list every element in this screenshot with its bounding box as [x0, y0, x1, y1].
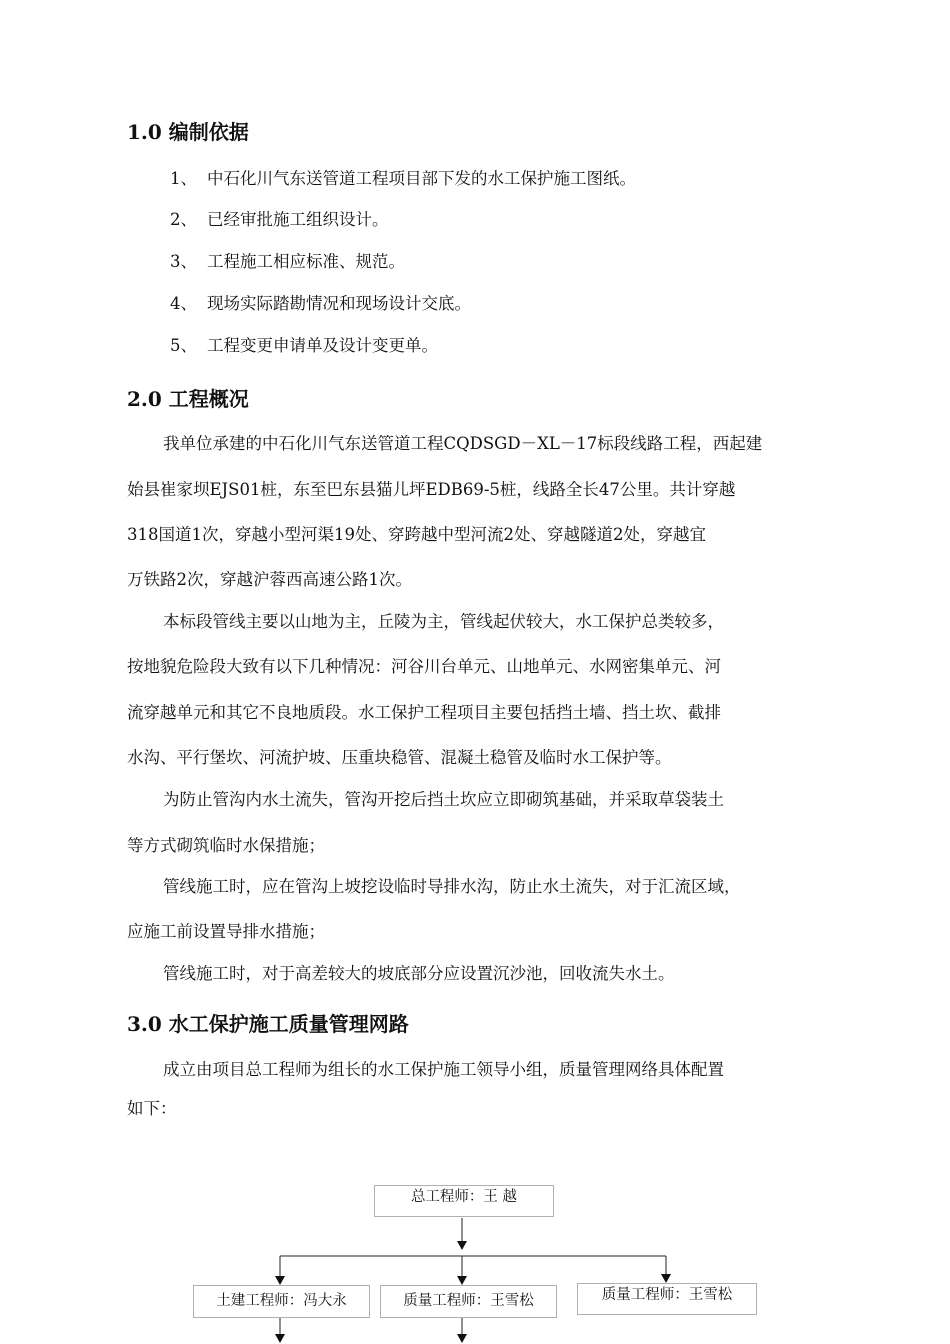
section-2-heading: 2.0 工程概况 [127, 387, 249, 411]
overview-text-line: 流穿越单元和其它不良地质段。水工保护工程项目主要包括挡土墙、挡土坎、截排 [127, 703, 721, 722]
basis-item-text: 现场实际踏勘情况和现场设计交底。 [207, 294, 471, 313]
basis-item-text: 工程施工相应标准、规范。 [207, 252, 405, 271]
section-3-heading: 3.0 水工保护施工质量管理网路 [127, 1012, 409, 1036]
overview-text-line: 318国道1次，穿越小型河渠19处、穿跨越中型河流2处、穿越隧道2处，穿越宜 [127, 525, 706, 544]
basis-item-number: 2、 [170, 210, 197, 229]
overview-text-line: 我单位承建的中石化川气东送管道工程CQDSGD－XL－17标段线路工程，西起建 [163, 434, 763, 453]
network-text-line: 如下： [127, 1099, 177, 1118]
overview-text-line: 按地貌危险段大致有以下几种情况：河谷川台单元、山地单元、水网密集单元、河 [127, 657, 721, 676]
basis-item-text: 中石化川气东送管道工程项目部下发的水工保护施工图纸。 [207, 169, 636, 188]
basis-item-number: 5、 [170, 336, 197, 355]
overview-text-line: 应施工前设置导排水措施； [127, 922, 325, 941]
basis-item-text: 工程变更申请单及设计变更单。 [207, 336, 438, 355]
org-box-quality-engineer: 质量工程师：王雪松 [577, 1283, 757, 1315]
overview-text-line: 始县崔家坝EJS01桩，东至巴东县猫儿坪EDB69-5桩，线路全长47公里。共计穿越 [127, 480, 736, 499]
basis-item-number: 4、 [170, 294, 197, 313]
basis-item-number: 3、 [170, 252, 197, 271]
org-box-quality-engineer: 质量工程师：王雪松 [380, 1285, 557, 1318]
section-1-heading: 1.0 编制依据 [127, 120, 249, 144]
overview-text-line: 管线施工时，应在管沟上坡挖设临时导排水沟，防止水土流失，对于汇流区域， [163, 877, 741, 896]
overview-text-line: 为防止管沟内水土流失，管沟开挖后挡土坎应立即砌筑基础，并采取草袋装土 [163, 790, 724, 809]
basis-item-text: 已经审批施工组织设计。 [207, 210, 389, 229]
overview-text-line: 万铁路2次，穿越沪蓉西高速公路1次。 [127, 570, 412, 589]
basis-item-number: 1、 [170, 169, 197, 188]
org-box-chief-engineer: 总工程师：王 越 [374, 1185, 554, 1217]
overview-text-line: 本标段管线主要以山地为主，丘陵为主，管线起伏较大，水工保护总类较多， [163, 612, 724, 631]
overview-text-line: 管线施工时，对于高差较大的坡底部分应设置沉沙池，回收流失水土。 [163, 964, 675, 983]
network-text-line: 成立由项目总工程师为组长的水工保护施工领导小组，质量管理网络具体配置 [163, 1060, 724, 1079]
org-box-civil-engineer: 土建工程师：冯大永 [193, 1285, 370, 1318]
overview-text-line: 水沟、平行堡坎、河流护坡、压重块稳管、混凝土稳管及临时水工保护等。 [127, 748, 672, 767]
overview-text-line: 等方式砌筑临时水保措施； [127, 836, 325, 855]
